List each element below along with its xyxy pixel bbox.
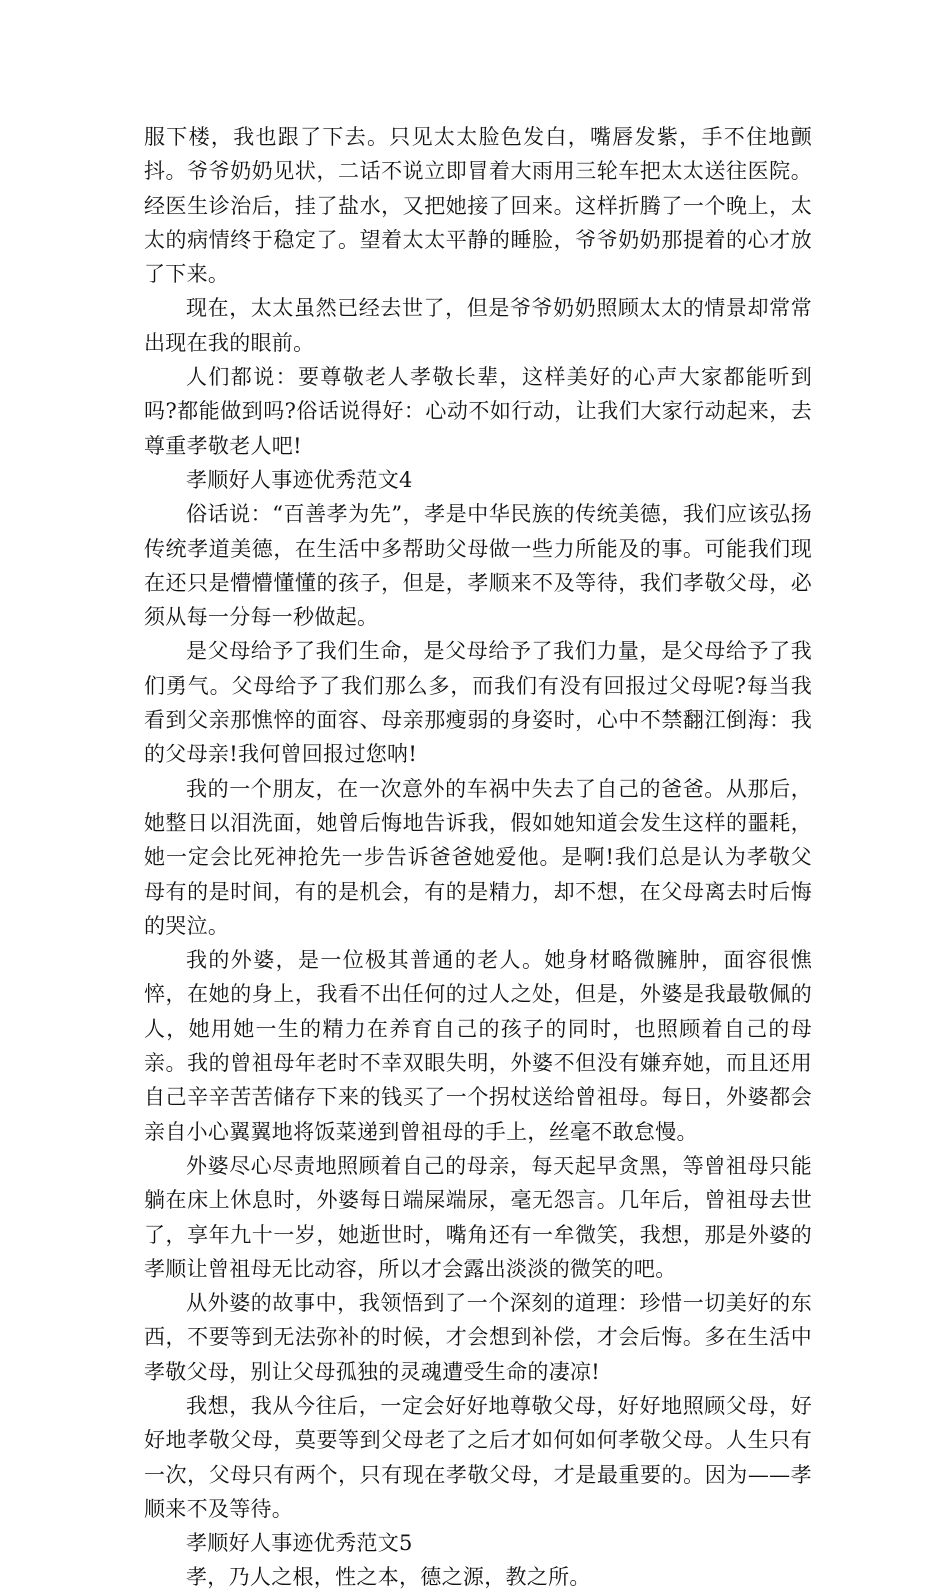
document-page bbox=[144, 120, 812, 1595]
paragraph: 人们都说：要尊敬老人孝敬长辈，这样美好的心声大家都能听到吗?都能做到吗?俗话说得好：心动不如行动，让我们大家行动起来，去尊重孝敬老人吧! bbox=[144, 365, 812, 458]
paragraph: 从外婆的故事中，我领悟到了一个深刻的道理：珍惜一切美好的东西，不要等到无法弥补的时候，才会想到补偿，才会后悔。多在生活中孝敬父母，别让父母孤独的灵魂遭受生命的凄凉! bbox=[144, 1291, 812, 1384]
paragraph: 我的一个朋友，在一次意外的车祸中失去了自己的爸爸。从那后，她整日以泪洗面，她曾后悔地告诉我，假如她知道会发生这样的噩耗，她一定会比死神抢先一步告诉爸爸她爱他。是啊!我们总是认为孝敬父母有的是时间，有的是机会，有的是精力，却不想，在父母离去时后悔的哭泣。 bbox=[144, 776, 812, 938]
paragraph: 是父母给予了我们生命，是父母给予了我们力量，是父母给予了我们勇气。父母给予了我们那么多，而我们有没有回报过父母呢?每当我看到父亲那憔悴的面容、母亲那瘦弱的身姿时，心中不禁翻江倒海：我的父母亲!我何曾回报过您呐! bbox=[144, 639, 812, 767]
section-heading: 孝顺好人事迹优秀范文5 bbox=[186, 1531, 413, 1556]
paragraph: 我的外婆，是一位极其普通的老人。她身材略微臃肿，面容很憔悴，在她的身上，我看不出任何的过人之处，但是，外婆是我最敬佩的人，她用她一生的精力在养育自己的孩子的同时，也照顾着自己的母亲。我的曾祖母年老时不幸双眼失明，外婆不但没有嫌弃她，而且还用自己辛辛苦苦储存下来的钱买了一个拐杖送给曾祖母。每日，外婆都会亲自小心翼翼地将饭菜递到曾祖母的手上，丝毫不敢怠慢。 bbox=[144, 948, 812, 1144]
paragraph: 现在，太太虽然已经去世了，但是爷爷奶奶照顾太太的情景却常常出现在我的眼前。 bbox=[144, 296, 812, 355]
paragraph: 我想，我从今往后，一定会好好地尊敬父母，好好地照顾父母，好好地孝敬父母，莫要等到父母老了之后才如何如何孝敬父母。人生只有一次，父母只有两个，只有现在孝敬父母，才是最重要的。因为——孝顺来不及等待。 bbox=[144, 1393, 812, 1521]
paragraph: 俗话说：“百善孝为先”，孝是中华民族的传统美德，我们应该弘扬传统孝道美德，在生活中多帮助父母做一些力所能及的事。可能我们现在还只是懵懵懂懂的孩子，但是，孝顺来不及等待，我们孝敬父母，必须从每一分每一秒做起。 bbox=[144, 502, 812, 630]
paragraph: 外婆尽心尽责地照顾着自己的母亲，每天起早贪黑，等曾祖母只能躺在床上休息时，外婆每日端屎端尿，毫无怨言。几年后，曾祖母去世了，享年九十一岁，她逝世时，嘴角还有一牟微笑，我想，那是外婆的孝顺让曾祖母无比动容，所以才会露出淡淡的微笑的吧。 bbox=[144, 1153, 812, 1281]
paragraph: 服下楼，我也跟了下去。只见太太脸色发白，嘴唇发紫，手不住地颤抖。爷爷奶奶见状，二话不说立即冒着大雨用三轮车把太太送往医院。经医生诊治后，挂了盐水，又把她接了回来。这样折腾了一个晚上，太太的病情终于稳定了。望着太太平静的睡脸，爷爷奶奶那提着的心才放了下来。 bbox=[144, 125, 812, 287]
section-heading: 孝顺好人事迹优秀范文4 bbox=[186, 467, 413, 492]
paragraph: 孝，乃人之根，性之本，德之源，教之所。 bbox=[186, 1565, 591, 1590]
